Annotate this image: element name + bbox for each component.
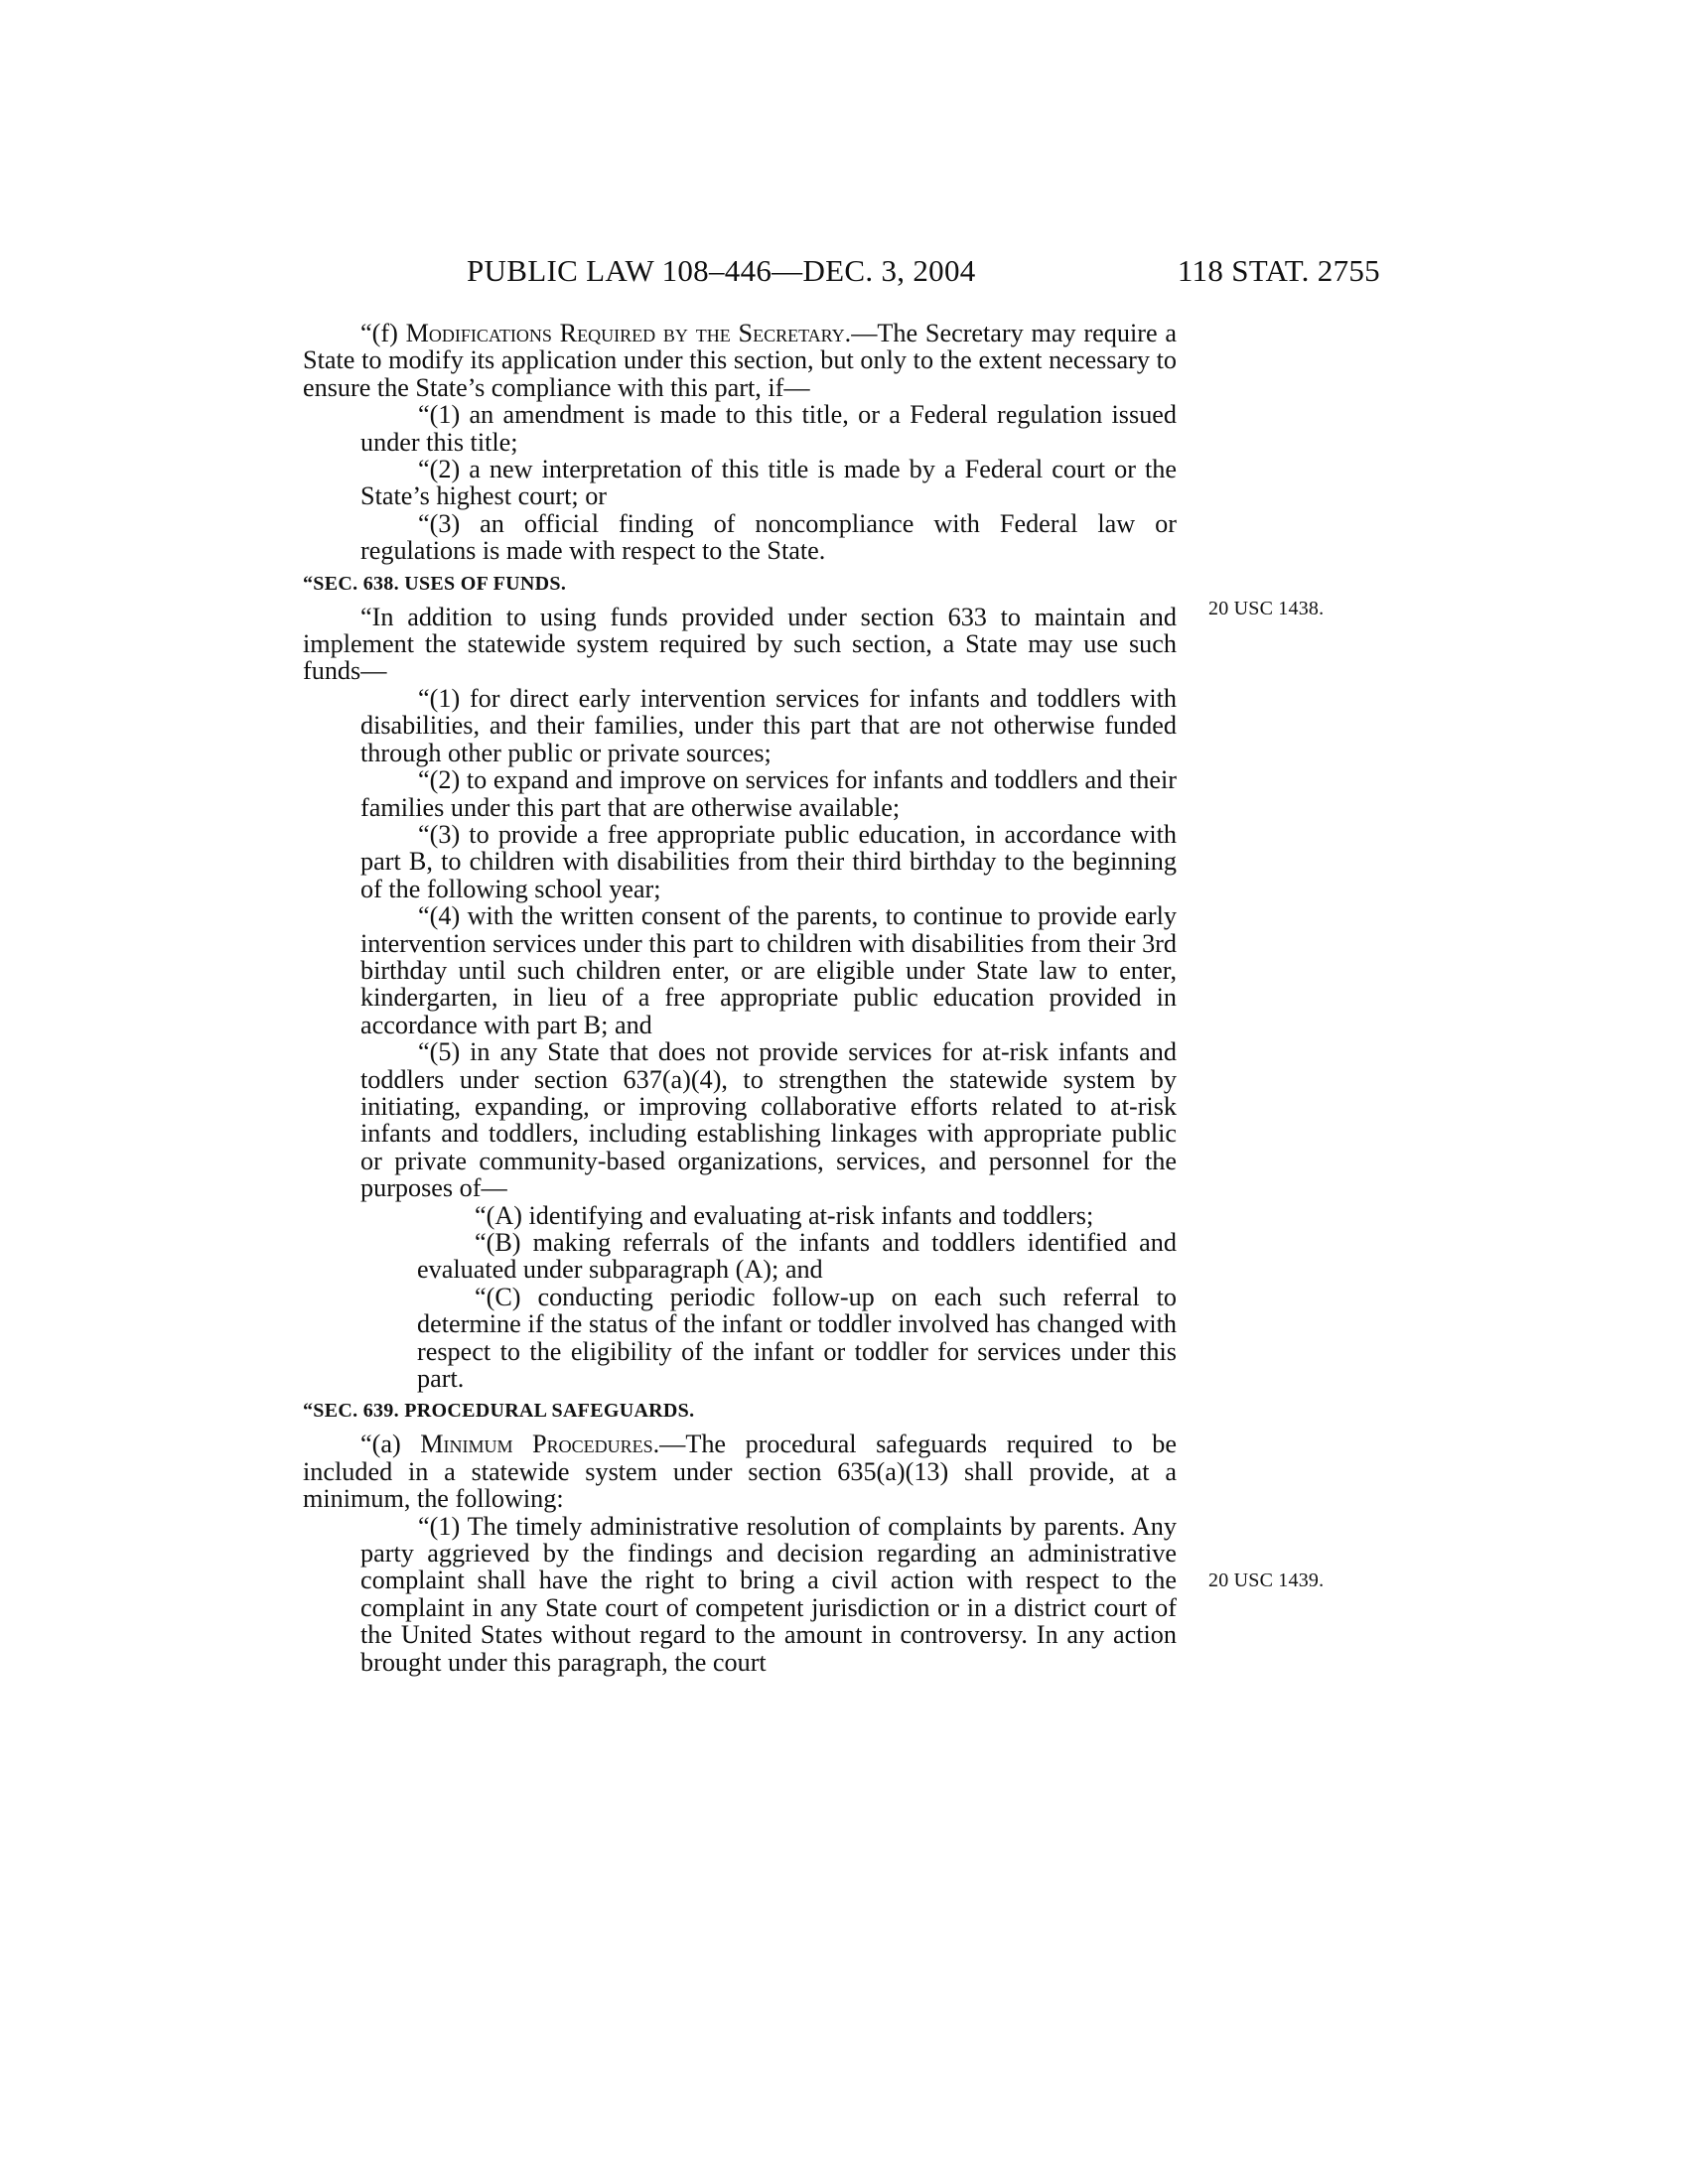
- margin-note-usc-1438: 20 USC 1438.: [1208, 598, 1325, 619]
- paragraph-639-a-1: “(1) The timely administrative resolution of complaints by parents. Any party aggrieved by the findings and decision regarding an administrative complaint shall have the right to bring a civil action with respect to the complaint in any State court of competent jurisdiction or in a district court of the United States without regard to the amount in controversy. In any action brought under this paragraph, the court: [360, 1511, 1177, 1677]
- subsection-639-a: “(a) Minimum Procedures.—The procedural safeguards required to be included in a statewide system under section 635(a)(13) shall provide, at a minimum, the following:: [303, 1430, 1177, 1514]
- section-639-heading: “SEC. 639. PROCEDURAL SAFEGUARDS.: [303, 1400, 695, 1423]
- paragraph-f-1: “(1) an amendment is made to this title, or a Federal regulation issued under this title;: [360, 400, 1177, 457]
- document-body: [303, 320, 1177, 1676]
- subparagraph-638-5-c: “(C) conducting periodic follow-up on each such referral to determine if the status of the infant or toddler involved has changed with respect to the eligibility of the infant or toddler for services under this part.: [417, 1282, 1177, 1394]
- subparagraph-638-5-b: “(B) making referrals of the infants and toddlers identified and evaluated under subparagraph (A); and: [417, 1228, 1177, 1285]
- page-header: [467, 253, 1380, 293]
- subsection-f-heading: Modifications Required by the Secretary: [405, 319, 845, 347]
- page-number: 118 STAT. 2755: [1177, 253, 1380, 288]
- subsection-f: “(f) Modifications Required by the Secretary.—The Secretary may require a State to modify its application under this section, but only to the extent necessary to ensure the State’s compliance with this part, if—: [303, 319, 1177, 402]
- paragraph-f-2: “(2) a new interpretation of this title is made by a Federal court or the State’s highest court; or: [360, 455, 1177, 511]
- margin-note-usc-1439: 20 USC 1439.: [1208, 1570, 1325, 1591]
- section-638-intro: “In addition to using funds provided under section 633 to maintain and implement the statewide system required by such section, a State may use such funds—: [303, 602, 1177, 686]
- subsection-639-a-heading: Minimum Procedures: [420, 1430, 653, 1459]
- paragraph-638-2: “(2) to expand and improve on services for infants and toddlers and their families under this part that are otherwise available;: [360, 765, 1177, 822]
- paragraph-638-4: “(4) with the written consent of the parents, to continue to provide early intervention services under this part to children with disabilities from their 3rd birthday until such children enter, or are eligible under State law to enter, kindergarten, in lieu of a free appropriate public education provided in accordance with part B; and: [360, 901, 1177, 1039]
- paragraph-638-3: “(3) to provide a free appropriate public education, in accordance with part B, to children with disabilities from their third birthday to the beginning of the following school year;: [360, 819, 1177, 903]
- paragraph-f-3: “(3) an official finding of noncompliance with Federal law or regulations is made with respect to the State.: [360, 508, 1177, 566]
- running-head: PUBLIC LAW 108–446—DEC. 3, 2004: [467, 253, 976, 288]
- paragraph-638-5: “(5) in any State that does not provide services for at-risk infants and toddlers under section 637(a)(4), to strengthen the statewide system by initiating, expanding, or improving collaborative efforts related to at-risk infants and toddlers, including establishing linkages with appropriate public or private community-based organizations, services, and personnel for the purposes of—: [360, 1037, 1177, 1203]
- section-638-heading: “SEC. 638. USES OF FUNDS.: [303, 572, 567, 595]
- paragraph-638-1: “(1) for direct early intervention services for infants and toddlers with disabilities, and their families, under this part that are not otherwise funded through other public or private sources;: [360, 683, 1177, 767]
- subparagraph-638-5-a: “(A) identifying and evaluating at-risk infants and toddlers;: [475, 1200, 1094, 1230]
